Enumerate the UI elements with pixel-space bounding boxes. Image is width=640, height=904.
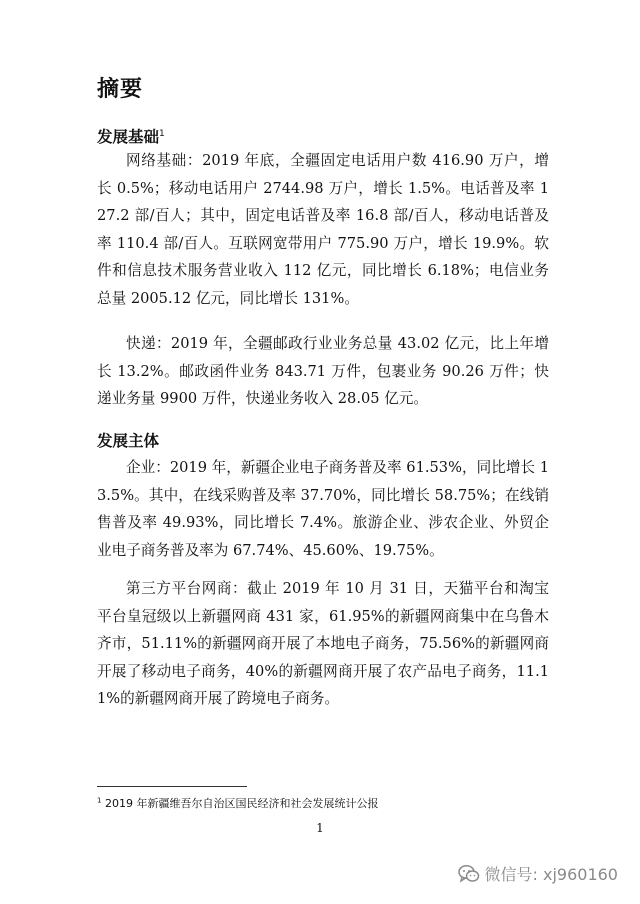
wechat-watermark xyxy=(458,862,618,885)
footnote-divider xyxy=(97,786,247,787)
section-heading-label: 发展主体 xyxy=(97,432,160,450)
page-title: 摘要 xyxy=(97,77,144,102)
section-heading-development-basis xyxy=(97,125,165,147)
paragraph-third-party-platforms: 第三方平台网商：截止 2019 年 10 月 31 日，天猫平台和淘宝平台皇冠级以上新疆网商 431 家，61.95%的新疆网商集中在乌鲁木齐市，51.11%的新疆网商开展了本地电子商务，75.56%的新疆网商开展了移动电子商务，40%的新疆网商开展了农产品电子商务，11.11%的新疆网商开展了跨境电子商务。 xyxy=(97,580,549,708)
paragraph-network-basis: 网络基础：2019 年底，全疆固定电话用户数 416.90 万户，增长 0.5%；移动电话用户 2744.98 万户，增长 1.5%。电话普及率 127.2 部/百人；其中，固定电话普及率 16.8 部/百人，移动电话普及率 110.4 部/百人。互联网宽带用户 775.90 万户，增长 19.9%。软件和信息技术服务营业收入 112 亿元，同比增长 6.18%；电信业务总量 2005.12 亿元，同比增长 131%。 xyxy=(97,152,549,307)
footnote-text: 2019 年新疆维吾尔自治区国民经济和社会发展统计公报 xyxy=(104,797,379,810)
paragraph-express-delivery: 快递：2019 年，全疆邮政行业业务总量 43.02 亿元，比上年增长 13.2%。邮政函件业务 843.71 万件，包裹业务 90.26 万件；快递业务量 9900 万件，快递业务收入 28.05 亿元。 xyxy=(97,335,549,408)
watermark-text: 微信号: xj960160 xyxy=(484,865,618,884)
footnote-marker: 1 xyxy=(97,796,102,805)
footnote-reference: 1 xyxy=(159,128,165,139)
section-heading-label: 发展基础 xyxy=(97,128,160,146)
footnote xyxy=(97,795,378,811)
section-heading-development-subjects xyxy=(97,429,159,451)
wechat-icon xyxy=(458,864,480,884)
page-number: 1 xyxy=(316,821,324,835)
paragraph-enterprises: 企业：2019 年，新疆企业电子商务普及率 61.53%，同比增长 13.5%。其中，在线采购普及率 37.70%，同比增长 58.75%；在线销售普及率 49.93%，同比增长 7.4%。旅游企业、涉农企业、外贸企业电子商务普及率为 67.74%、45.60%、19.75%。 xyxy=(97,459,549,559)
